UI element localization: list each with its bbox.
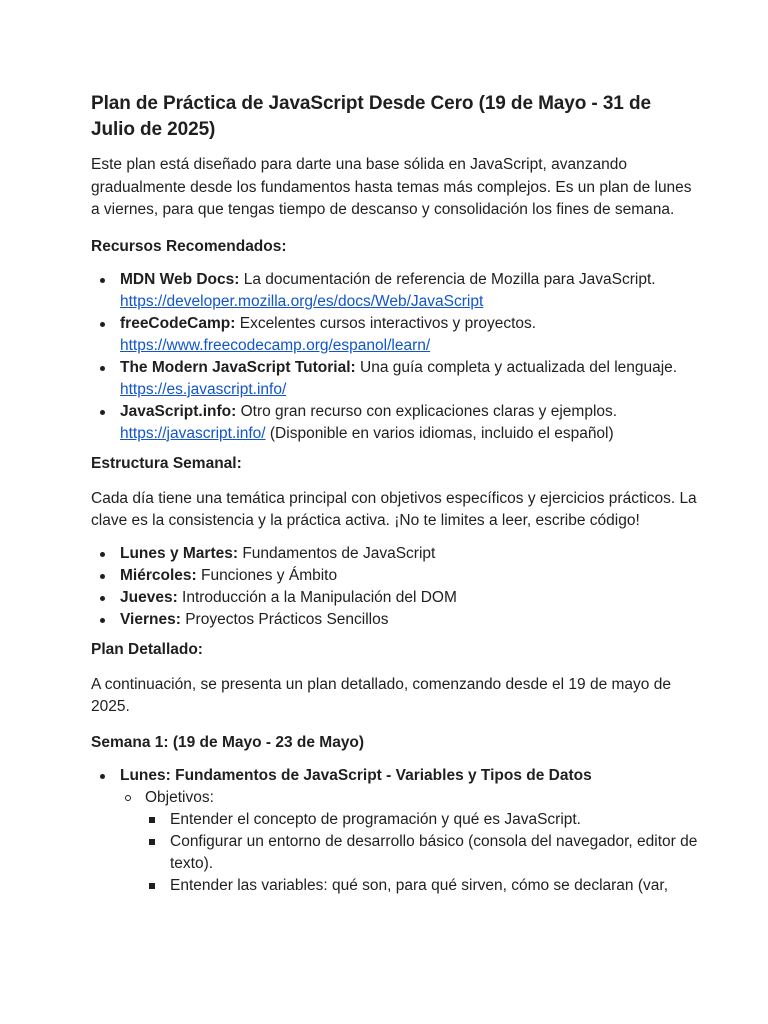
week1-monday: Lunes: Fundamentos de JavaScript - Variables y Tipos de Datos <box>120 766 592 784</box>
resource-link[interactable]: https://es.javascript.info/ <box>120 380 287 398</box>
weekly-topic: Funciones y Ámbito <box>196 566 338 584</box>
document-title: Plan de Práctica de JavaScript Desde Cero (19 de Mayo - 31 de Julio de 2025) <box>91 93 651 140</box>
objective-item: Configurar un entorno de desarrollo básico (consola del navegador, editor de texto). <box>145 831 698 875</box>
weekly-paragraph: Cada día tiene una temática principal con objetivos específicos y ejercicios prácticos. La clave es la consistencia y la práctica activa. ¡No te limites a leer, escribe código! <box>91 489 697 529</box>
week1-list <box>91 765 698 897</box>
weekly-topic: Introducción a la Manipulación del DOM <box>177 588 457 606</box>
plan-paragraph: A continuación, se presenta un plan detallado, comenzando desde el 19 de mayo de 2025. <box>91 675 671 715</box>
weekly-list <box>91 543 698 631</box>
weekly-topic: Proyectos Prácticos Sencillos <box>180 610 389 628</box>
weekly-heading: Estructura Semanal: <box>91 454 242 472</box>
resource-name: MDN Web Docs: <box>120 270 240 288</box>
objective-list <box>145 809 698 897</box>
resource-name: freeCodeCamp: <box>120 314 236 332</box>
resource-link[interactable]: https://www.freecodecamp.org/espanol/learn/ <box>120 336 431 354</box>
resource-item <box>91 401 698 445</box>
resource-desc: La documentación de referencia de Mozilla para JavaScript. <box>239 270 656 288</box>
intro-paragraph: Este plan está diseñado para darte una base sólida en JavaScript, avanzando gradualmente desde los fundamentos hasta temas más complejos. Es un plan de lunes a viernes, para que tengas tiempo de descanso y consolidación los fines de semana. <box>91 156 692 218</box>
week1-day-item <box>91 765 698 897</box>
plan-heading: Plan Detallado: <box>91 640 203 658</box>
weekly-item <box>91 587 698 609</box>
weekly-day: Jueves: <box>120 588 178 606</box>
resource-desc: Una guía completa y actualizada del lenguaje. <box>355 358 678 376</box>
weekly-item <box>91 543 698 565</box>
weekly-day: Viernes: <box>120 610 181 628</box>
weekly-item <box>91 609 698 631</box>
resource-name: The Modern JavaScript Tutorial: <box>120 358 356 376</box>
resource-item <box>91 313 698 357</box>
resources-list <box>91 269 698 445</box>
week1-heading: Semana 1: (19 de Mayo - 23 de Mayo) <box>91 733 365 751</box>
resource-item <box>91 357 698 401</box>
resources-heading: Recursos Recomendados: <box>91 237 287 255</box>
resource-note: (Disponible en varios idiomas, incluido el español) <box>265 424 614 442</box>
weekly-topic: Fundamentos de JavaScript <box>238 544 436 562</box>
weekly-day: Lunes y Martes: <box>120 544 239 562</box>
resource-item <box>91 269 698 313</box>
resource-link[interactable]: https://javascript.info/ <box>120 424 266 442</box>
objectives-item <box>120 787 698 897</box>
resource-link[interactable]: https://developer.mozilla.org/es/docs/Web/JavaScript <box>120 292 484 310</box>
resource-desc: Otro gran recurso con explicaciones claras y ejemplos. <box>236 402 618 420</box>
weekly-item <box>91 565 698 587</box>
objectives-list <box>120 787 698 897</box>
objectives-label: Objetivos: <box>145 788 214 806</box>
objective-item: Entender las variables: qué son, para qué sirven, cómo se declaran (var, <box>145 875 698 897</box>
objective-item: Entender el concepto de programación y qué es JavaScript. <box>145 809 698 831</box>
resource-desc: Excelentes cursos interactivos y proyectos. <box>235 314 537 332</box>
resource-name: JavaScript.info: <box>120 402 237 420</box>
weekly-day: Miércoles: <box>120 566 197 584</box>
